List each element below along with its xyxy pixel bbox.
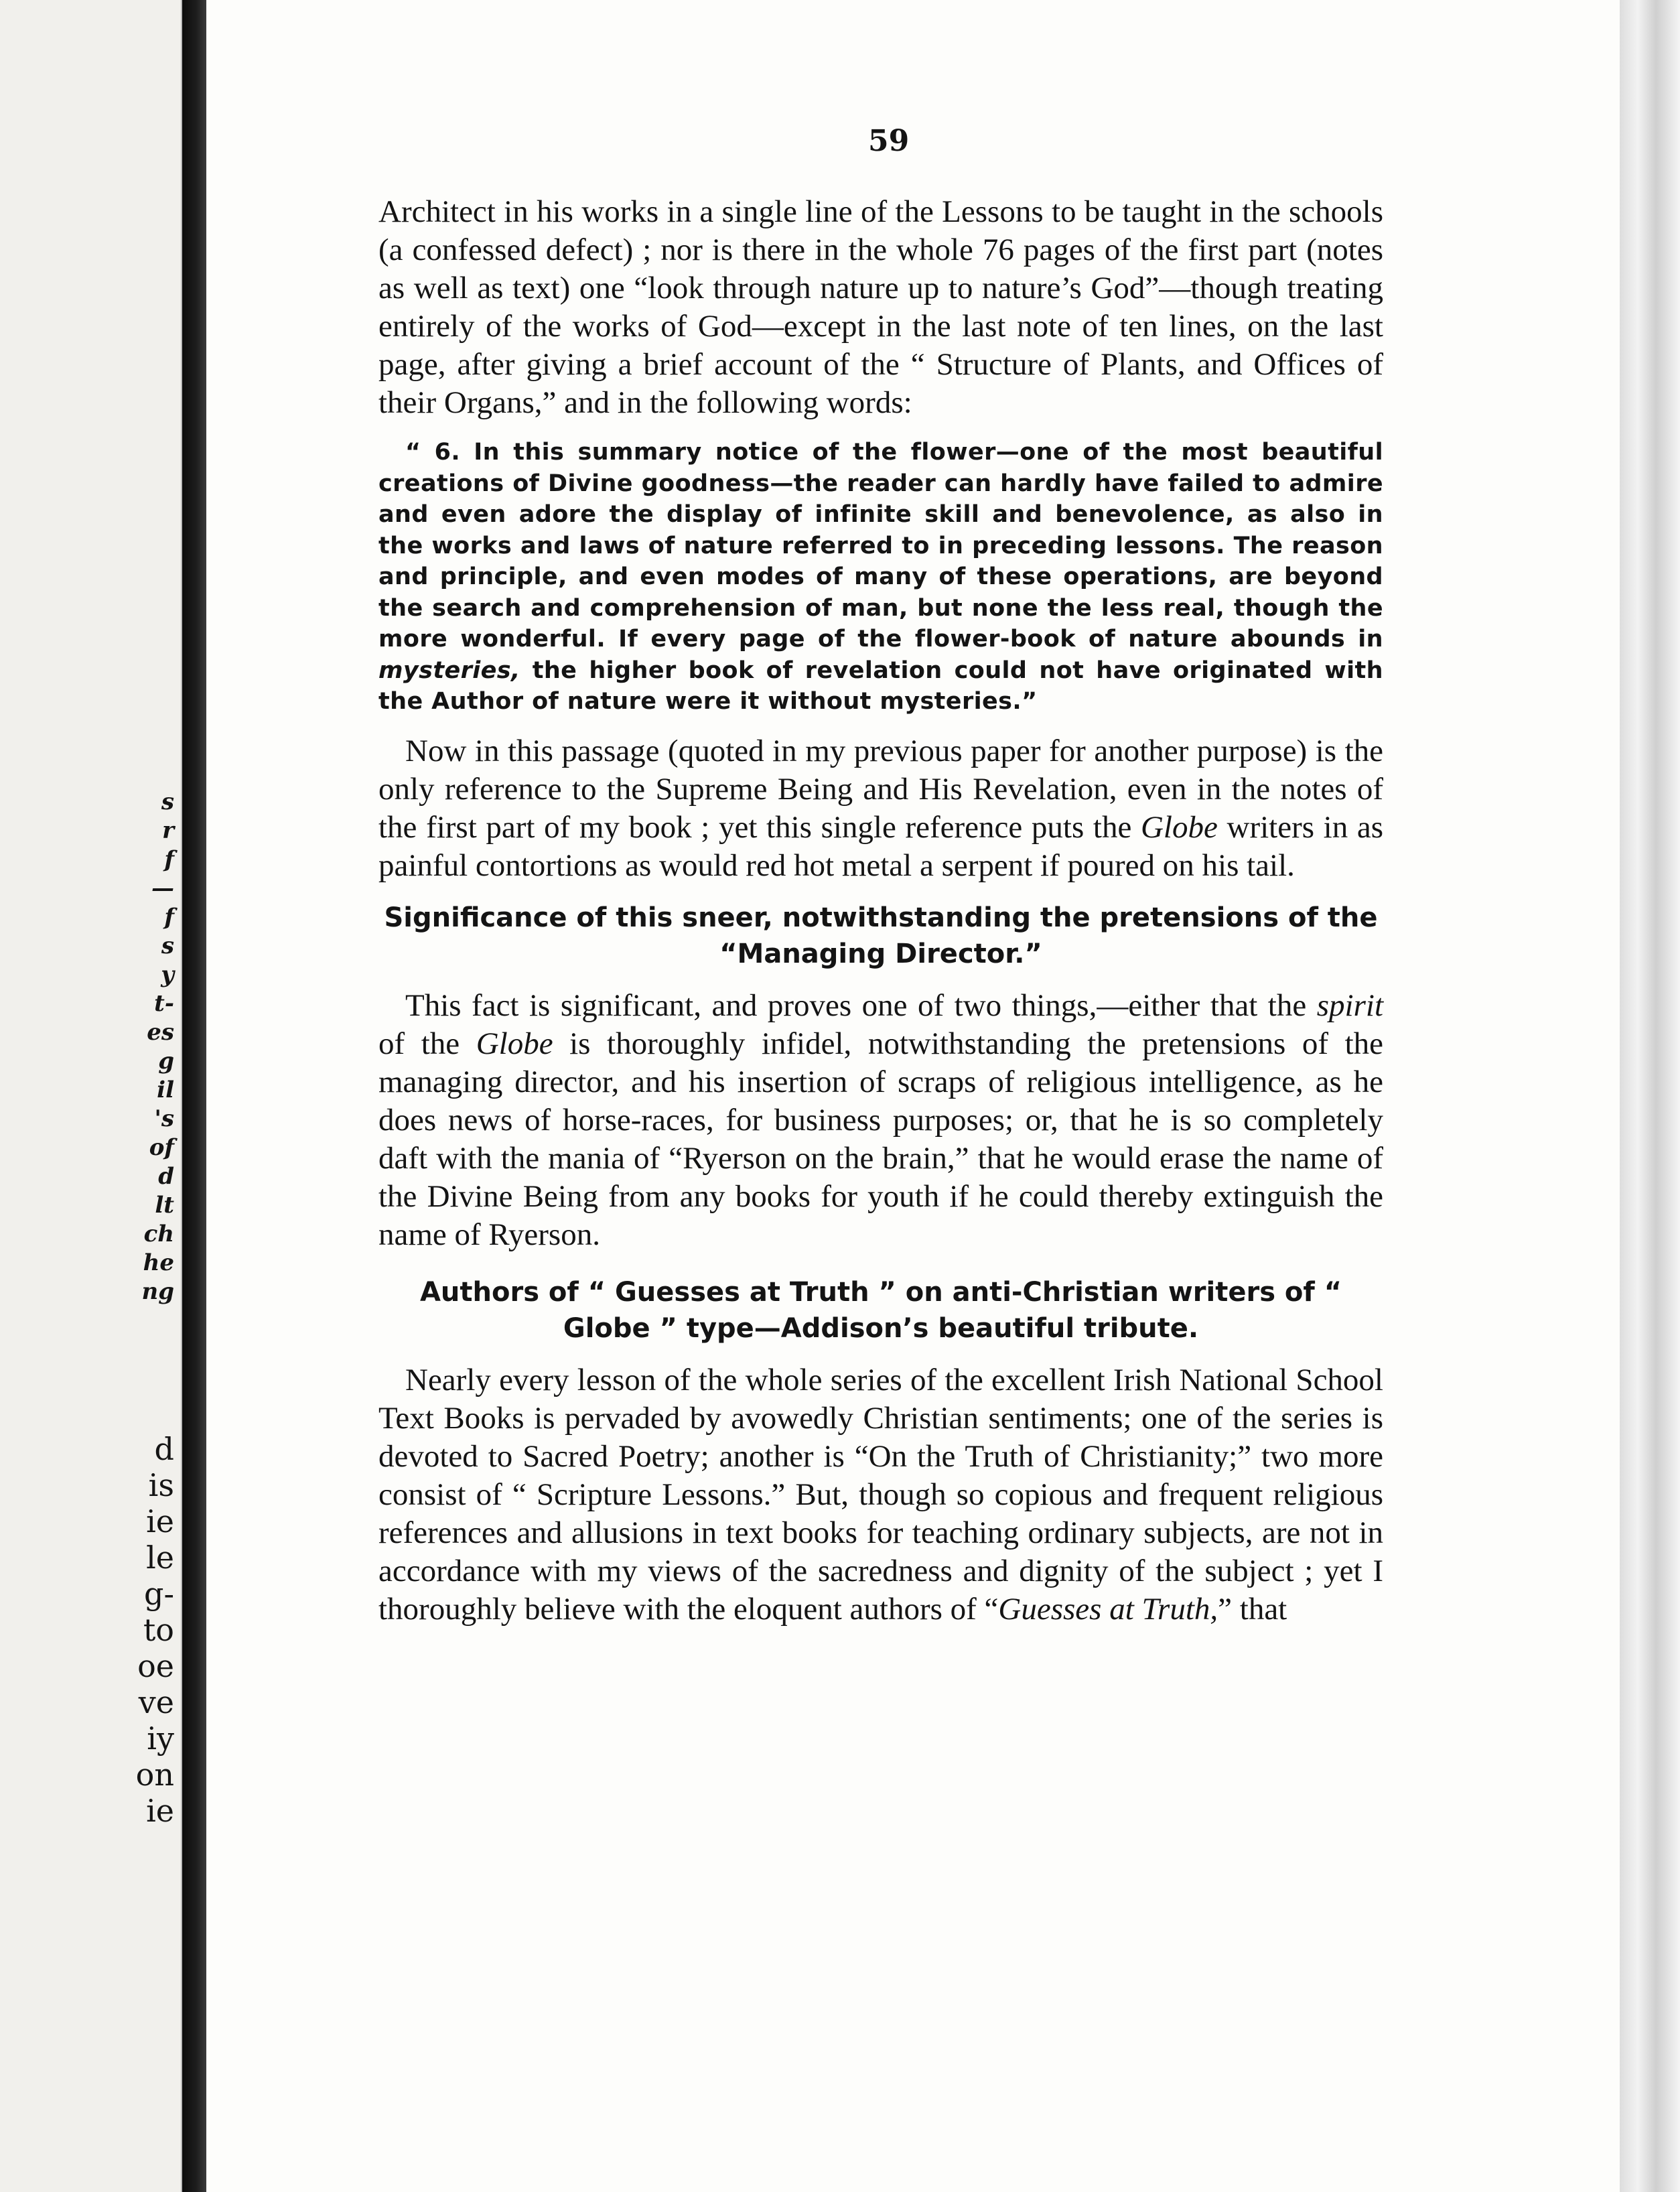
paragraph-passage-text: Now in this passage (quoted in my previous paper for another purpose) is the only reference to the Supreme Being and His Revelation, even in the notes of the first part of my book ; yet this single reference puts the (378, 733, 1383, 845)
facing-page-edge (0, 0, 182, 2192)
facing-page-fragment: es (147, 1019, 174, 1046)
facing-page-fragment: il (157, 1077, 174, 1103)
facing-page-fragment: t- (154, 990, 174, 1017)
paragraph-nearly-italic: Guesses at Truth, (998, 1591, 1218, 1627)
paragraph-nearly-end: ” that (1218, 1591, 1287, 1627)
facing-page-fragment: le (146, 1539, 174, 1576)
block-quote-italic: mysteries, (378, 657, 520, 684)
page-number: 59 (868, 124, 910, 158)
facing-page-fragment: r (162, 817, 174, 844)
paragraph-significant-c: is thoroughly infidel, notwithstanding the pretensions of the managing director, and his insertion of scraps of religious intelligence, as he does news of horse-races, for business purposes; or, that he is so completely daft with the mania of “Ryerson on the brain,” that he would erase the name of the Divine Being from any books for youth if he could thereby extinguish the name of Ryerson. (378, 1026, 1384, 1252)
facing-page-fragment: of (149, 1134, 174, 1161)
page-content (378, 121, 1383, 1629)
facing-page-fragment: — (151, 875, 174, 902)
block-quote-text: “ 6. In this summary notice of the flower—one of the most beautiful creations of Divine goodness—the reader can hardly have failed to admire and even adore the display of infinite skill and benevolence, as also in the works and laws of nature referred to in preceding lessons. The reason and principle, and even modes of many of these operations, are beyond the search and comprehension of man, but none the less real, though the more wonderful. If every page of the flower-book of nature abounds in (378, 439, 1383, 653)
facing-page-fragment: s (161, 789, 174, 815)
facing-page-fragment: ve (138, 1684, 174, 1720)
facing-page-fragment: d (158, 1163, 174, 1190)
facing-page-fragment: ch (143, 1221, 174, 1247)
facing-page-fragment: d (154, 1431, 174, 1467)
facing-page-fragment: ie (146, 1503, 174, 1539)
facing-page-fragment: he (143, 1249, 174, 1276)
paragraph-significant (378, 987, 1383, 1254)
facing-page-fragment: g- (144, 1576, 174, 1612)
paragraph-architect-text: Architect in his works in a single line of the Lessons to be taught in the schools (a confessed defect) ; nor is there in the whole 76 pages of the first part (notes as well as text) one “look through nature up to nature’s God”—though treating entirely of the works of God—except in the last note of ten lines, on the last page, after giving a brief account of the “ Structure of Plants, and Offices of their Organs,” and in the following words: (378, 194, 1383, 420)
facing-page-fragment: to (143, 1612, 174, 1648)
paragraph-significant-italic-globe: Globe (476, 1026, 553, 1061)
facing-page-fragment: f (164, 904, 174, 931)
paragraph-nearly-a: Nearly every lesson of the whole series of the excellent Irish National School Text Books is pervaded by avowedly Christian sentiments; one of the series is devoted to Sacred Poetry; another is “On the Truth of Christianity;” two more consist of “ Scripture Lessons.” But, though so copious and frequent religious references and allusions in text books for teaching ordinary subjects, are not in accordance with my views of the sacredness and dignity of the subject ; yet I thoroughly believe with the eloquent authors of “ (378, 1362, 1383, 1627)
block-quote-end: the higher book of revelation could not have originated with the Author of nature were it without mysteries.” (378, 657, 1383, 715)
paragraph-significant-a: This fact is significant, and proves one of two things,—either that the (405, 987, 1307, 1023)
facing-page-fragment: oe (137, 1648, 174, 1684)
section-heading-authors: Authors of “ Guesses at Truth ” on anti-Christian writers of “ Globe ” type—Addison’s beautiful tribute. (419, 1276, 1342, 1344)
book-gutter (182, 0, 206, 2192)
facing-page-fragment: f (164, 846, 174, 873)
facing-page-fragment: g (158, 1048, 174, 1075)
paragraph-passage (378, 732, 1383, 885)
facing-page-fragment: ie (146, 1793, 174, 1829)
facing-page-fragment: on (135, 1757, 174, 1793)
paragraph-significant-italic-spirit: spirit (1316, 987, 1384, 1023)
page-stack-edge (1620, 0, 1680, 2192)
facing-page-fragment: ng (141, 1278, 174, 1305)
section-heading-significance: Significance of this sneer, notwithstanding the pretensions of the “Managing Director.” (384, 902, 1378, 969)
block-quote-flower (378, 437, 1383, 717)
paragraph-significant-b: of the (378, 1026, 460, 1061)
facing-page-fragment: 's (154, 1105, 174, 1132)
paragraph-passage-italic: Globe (1140, 809, 1218, 845)
paragraph-passage-end: writers in as painful contortions as would red hot metal a serpent if poured on his tail. (378, 809, 1384, 883)
facing-page-fragment: iy (147, 1720, 174, 1757)
facing-page-fragment: y (161, 961, 174, 988)
facing-page-fragment: lt (155, 1192, 174, 1219)
paragraph-architect (378, 193, 1383, 422)
facing-page-fragment: is (148, 1467, 174, 1503)
paragraph-nearly (378, 1361, 1383, 1629)
facing-page-fragment: s (161, 933, 174, 959)
